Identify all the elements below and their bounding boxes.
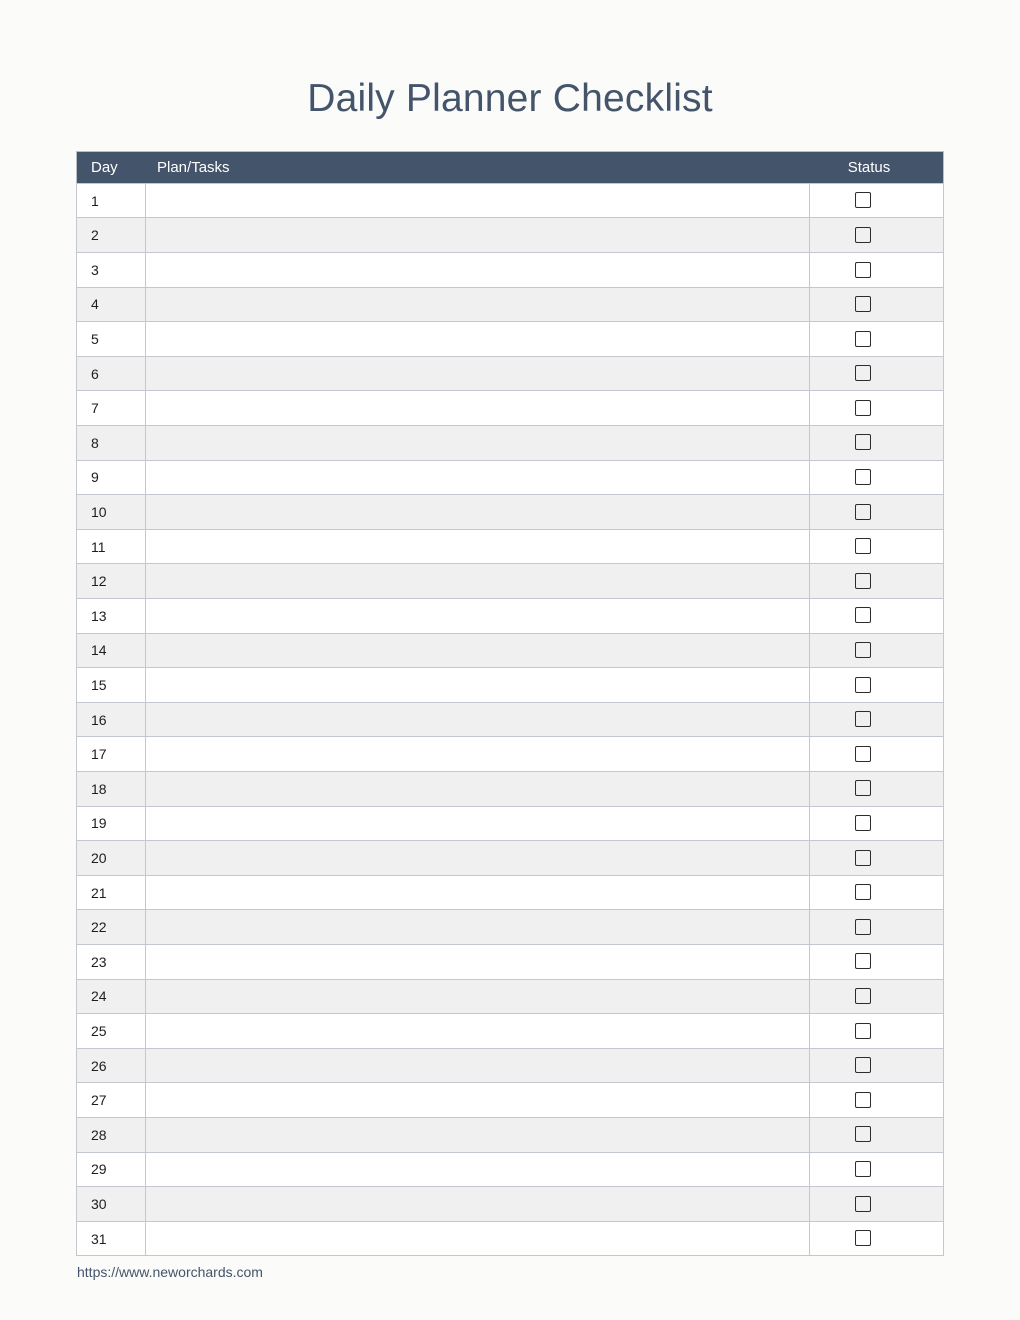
status-checkbox-icon[interactable] — [855, 815, 871, 831]
cell-plan-tasks[interactable] — [145, 495, 809, 530]
cell-plan-tasks[interactable] — [145, 1083, 809, 1118]
table-row — [77, 253, 944, 288]
cell-plan-tasks[interactable] — [145, 460, 809, 495]
status-checkbox-icon[interactable] — [855, 296, 871, 312]
table-row — [77, 183, 944, 218]
table-row — [77, 1221, 944, 1256]
table-row — [77, 564, 944, 599]
table-row — [77, 944, 944, 979]
status-checkbox-icon[interactable] — [855, 953, 871, 969]
cell-status[interactable] — [809, 702, 944, 737]
status-checkbox-icon[interactable] — [855, 262, 871, 278]
cell-day: 9 — [77, 460, 146, 495]
cell-status[interactable] — [809, 1083, 944, 1118]
status-checkbox-icon[interactable] — [855, 919, 871, 935]
cell-day: 12 — [77, 564, 146, 599]
table-row — [77, 702, 944, 737]
cell-plan-tasks[interactable] — [145, 1048, 809, 1083]
cell-day: 13 — [77, 599, 146, 634]
cell-plan-tasks[interactable] — [145, 356, 809, 391]
cell-day: 3 — [77, 253, 146, 288]
status-checkbox-icon[interactable] — [855, 711, 871, 727]
cell-day: 19 — [77, 806, 146, 841]
status-checkbox-icon[interactable] — [855, 850, 871, 866]
table-row — [77, 356, 944, 391]
cell-status[interactable] — [809, 426, 944, 461]
status-checkbox-icon[interactable] — [855, 677, 871, 693]
table-row — [77, 979, 944, 1014]
cell-day: 29 — [77, 1152, 146, 1187]
table-body — [77, 183, 944, 1255]
table-row — [77, 391, 944, 426]
status-checkbox-icon[interactable] — [855, 884, 871, 900]
cell-plan-tasks[interactable] — [145, 253, 809, 288]
column-header-day: Day — [77, 151, 146, 183]
status-checkbox-icon[interactable] — [855, 400, 871, 416]
cell-status[interactable] — [809, 1117, 944, 1152]
cell-day: 5 — [77, 322, 146, 357]
cell-status[interactable] — [809, 633, 944, 668]
table-row — [77, 218, 944, 253]
cell-day: 17 — [77, 737, 146, 772]
cell-plan-tasks[interactable] — [145, 218, 809, 253]
cell-day: 23 — [77, 944, 146, 979]
status-checkbox-icon[interactable] — [855, 434, 871, 450]
cell-plan-tasks[interactable] — [145, 599, 809, 634]
cell-day: 21 — [77, 875, 146, 910]
status-checkbox-icon[interactable] — [855, 1023, 871, 1039]
table-row — [77, 841, 944, 876]
cell-status[interactable] — [809, 495, 944, 530]
cell-day: 4 — [77, 287, 146, 322]
cell-status[interactable] — [809, 1221, 944, 1256]
table-row — [77, 806, 944, 841]
status-checkbox-icon[interactable] — [855, 504, 871, 520]
cell-plan-tasks[interactable] — [145, 391, 809, 426]
cell-status[interactable] — [809, 737, 944, 772]
cell-status[interactable] — [809, 218, 944, 253]
status-checkbox-icon[interactable] — [855, 1161, 871, 1177]
table-row — [77, 771, 944, 806]
status-checkbox-icon[interactable] — [855, 780, 871, 796]
status-checkbox-icon[interactable] — [855, 988, 871, 1004]
cell-day: 31 — [77, 1221, 146, 1256]
cell-status[interactable] — [809, 979, 944, 1014]
cell-day: 11 — [77, 529, 146, 564]
cell-status[interactable] — [809, 771, 944, 806]
status-checkbox-icon[interactable] — [855, 192, 871, 208]
cell-plan-tasks[interactable] — [145, 841, 809, 876]
cell-day: 22 — [77, 910, 146, 945]
table-row — [77, 875, 944, 910]
cell-plan-tasks[interactable] — [145, 1014, 809, 1049]
status-checkbox-icon[interactable] — [855, 1126, 871, 1142]
cell-plan-tasks[interactable] — [145, 1187, 809, 1222]
table-row — [77, 599, 944, 634]
cell-plan-tasks[interactable] — [145, 564, 809, 599]
status-checkbox-icon[interactable] — [855, 746, 871, 762]
cell-plan-tasks[interactable] — [145, 1221, 809, 1256]
table-row — [77, 1048, 944, 1083]
status-checkbox-icon[interactable] — [855, 331, 871, 347]
table-row — [77, 460, 944, 495]
status-checkbox-icon[interactable] — [855, 573, 871, 589]
cell-plan-tasks[interactable] — [145, 702, 809, 737]
cell-plan-tasks[interactable] — [145, 183, 809, 218]
cell-plan-tasks[interactable] — [145, 287, 809, 322]
table-row — [77, 426, 944, 461]
cell-status[interactable] — [809, 668, 944, 703]
cell-status[interactable] — [809, 910, 944, 945]
cell-plan-tasks[interactable] — [145, 806, 809, 841]
cell-status[interactable] — [809, 322, 944, 357]
cell-day: 6 — [77, 356, 146, 391]
cell-day: 18 — [77, 771, 146, 806]
cell-status[interactable] — [809, 287, 944, 322]
cell-plan-tasks[interactable] — [145, 875, 809, 910]
table-row — [77, 1014, 944, 1049]
cell-status[interactable] — [809, 1048, 944, 1083]
cell-day: 1 — [77, 183, 146, 218]
table-row — [77, 529, 944, 564]
cell-day: 2 — [77, 218, 146, 253]
status-checkbox-icon[interactable] — [855, 1230, 871, 1246]
table-row — [77, 1083, 944, 1118]
cell-status[interactable] — [809, 391, 944, 426]
status-checkbox-icon[interactable] — [855, 1092, 871, 1108]
cell-plan-tasks[interactable] — [145, 322, 809, 357]
status-checkbox-icon[interactable] — [855, 1196, 871, 1212]
column-header-plan: Plan/Tasks — [145, 151, 809, 183]
cell-day: 16 — [77, 702, 146, 737]
cell-day: 10 — [77, 495, 146, 530]
page-title: Daily Planner Checklist — [307, 77, 713, 120]
cell-day: 28 — [77, 1117, 146, 1152]
table-row — [77, 633, 944, 668]
table-row — [77, 287, 944, 322]
footer-link-text[interactable]: https://www.neworchards.com — [77, 1264, 263, 1281]
table-row — [77, 1152, 944, 1187]
cell-day: 7 — [77, 391, 146, 426]
table-row — [77, 322, 944, 357]
cell-day: 26 — [77, 1048, 146, 1083]
cell-plan-tasks[interactable] — [145, 668, 809, 703]
cell-status[interactable] — [809, 253, 944, 288]
table-row — [77, 910, 944, 945]
planner-table — [76, 151, 944, 1256]
cell-day: 15 — [77, 668, 146, 703]
table-row — [77, 737, 944, 772]
cell-plan-tasks[interactable] — [145, 737, 809, 772]
planner-table-container — [76, 151, 944, 1256]
cell-status[interactable] — [809, 529, 944, 564]
cell-day: 24 — [77, 979, 146, 1014]
cell-status[interactable] — [809, 806, 944, 841]
cell-day: 27 — [77, 1083, 146, 1118]
cell-plan-tasks[interactable] — [145, 426, 809, 461]
cell-plan-tasks[interactable] — [145, 633, 809, 668]
cell-day: 30 — [77, 1187, 146, 1222]
cell-plan-tasks[interactable] — [145, 910, 809, 945]
cell-status[interactable] — [809, 1187, 944, 1222]
cell-plan-tasks[interactable] — [145, 1152, 809, 1187]
cell-status[interactable] — [809, 1152, 944, 1187]
cell-plan-tasks[interactable] — [145, 771, 809, 806]
cell-status[interactable] — [809, 944, 944, 979]
cell-day: 14 — [77, 633, 146, 668]
header-row — [77, 151, 944, 183]
cell-day: 20 — [77, 841, 146, 876]
cell-day: 25 — [77, 1014, 146, 1049]
cell-plan-tasks[interactable] — [145, 529, 809, 564]
table-row — [77, 668, 944, 703]
cell-status[interactable] — [809, 460, 944, 495]
status-checkbox-icon[interactable] — [855, 538, 871, 554]
status-checkbox-icon[interactable] — [855, 642, 871, 658]
cell-plan-tasks[interactable] — [145, 1117, 809, 1152]
cell-day: 8 — [77, 426, 146, 461]
cell-status[interactable] — [809, 1014, 944, 1049]
footer-source-link[interactable] — [75, 1264, 945, 1280]
column-header-status: Status — [809, 151, 944, 183]
table-row — [77, 1187, 944, 1222]
cell-status[interactable] — [809, 564, 944, 599]
cell-status[interactable] — [809, 599, 944, 634]
cell-plan-tasks[interactable] — [145, 944, 809, 979]
status-checkbox-icon[interactable] — [855, 607, 871, 623]
cell-status[interactable] — [809, 841, 944, 876]
table-header — [77, 151, 944, 183]
cell-status[interactable] — [809, 356, 944, 391]
table-row — [77, 1117, 944, 1152]
table-row — [77, 495, 944, 530]
status-checkbox-icon[interactable] — [855, 227, 871, 243]
cell-status[interactable] — [809, 183, 944, 218]
cell-plan-tasks[interactable] — [145, 979, 809, 1014]
status-checkbox-icon[interactable] — [855, 365, 871, 381]
status-checkbox-icon[interactable] — [855, 469, 871, 485]
cell-status[interactable] — [809, 875, 944, 910]
status-checkbox-icon[interactable] — [855, 1057, 871, 1073]
